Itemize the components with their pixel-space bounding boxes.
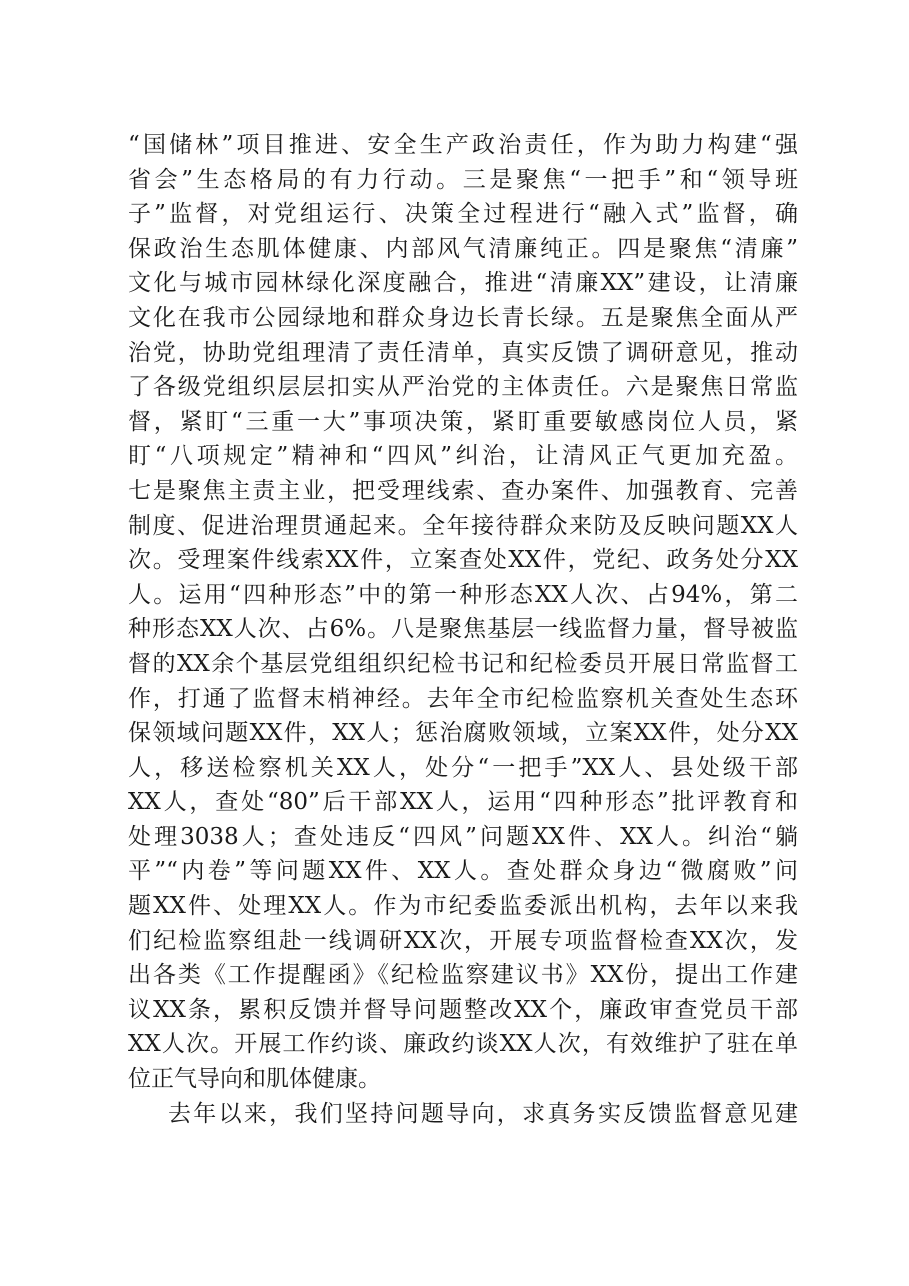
text-line: “国储林”项目推进、安全生产政治责任，作为助力构建“强 bbox=[128, 132, 798, 158]
text-line: 议XX条，累积反馈并督导问题整改XX个，廉政审查党员干部 bbox=[128, 996, 798, 1023]
text-line: 题XX件、处理XX人。作为市纪委监委派出机构，去年以来我 bbox=[128, 893, 798, 920]
text-line: 平”“内卷”等问题XX件、XX人。查处群众身边“微腐败”问 bbox=[128, 858, 798, 885]
paragraph-start-line: 去年以来，我们坚持问题导向，求真务实反馈监督意见建 bbox=[168, 1100, 798, 1127]
text-line: 制度、促进治理贯通起来。全年接待群众来防及反映问题XX人 bbox=[128, 512, 798, 539]
text-line: 盯“八项规定”精神和“四风”纠治，让清风正气更加充盈。 bbox=[128, 443, 798, 470]
text-line: 种形态XX人次、占6%。八是聚焦基层一线监督力量，督导被监 bbox=[128, 616, 798, 643]
text-line: 七是聚焦主责主业，把受理线索、查办案件、加强教育、完善 bbox=[128, 477, 798, 504]
text-line: 督的XX余个基层党组组织纪检书记和纪检委员开展日常监督工 bbox=[128, 650, 798, 677]
text-line: XX人，查处“80”后干部XX人，运用“四种形态”批评教育和 bbox=[128, 789, 798, 816]
text-line: 次。受理案件线索XX件，立案查处XX件，党纪、政务处分XX bbox=[128, 547, 798, 574]
text-line: 们纪检监察组赴一线调研XX次，开展专项监督检查XX次，发 bbox=[128, 927, 798, 954]
body-text bbox=[128, 128, 798, 1131]
text-line: 了各级党组织层层扣实从严治党的主体责任。六是聚焦日常监 bbox=[128, 374, 798, 401]
text-line: 省会”生态格局的有力行动。三是聚焦“一把手”和“领导班 bbox=[128, 166, 798, 193]
text-line: 文化在我市公园绿地和群众身边长青长绿。五是聚焦全面从严 bbox=[128, 304, 798, 331]
text-line: 人。运用“四种形态”中的第一种形态XX人次、占94%，第二 bbox=[128, 581, 798, 608]
text-line: 保领域问题XX件，XX人；惩治腐败领域，立案XX件，处分XX bbox=[128, 720, 798, 747]
text-line: XX人次。开展工作约谈、廉政约谈XX人次，有效维护了驻在单 bbox=[128, 1031, 798, 1058]
text-line: 处理3038人；查处违反“四风”问题XX件、XX人。纠治“躺 bbox=[128, 823, 798, 850]
paragraph-end-line: 位正气导向和肌体健康。 bbox=[128, 1066, 381, 1093]
text-line: 出各类《工作提醒函》《纪检监察建议书》XX份，提出工作建 bbox=[128, 962, 798, 989]
text-line: 保政治生态肌体健康、内部风气清廉纯正。四是聚焦“清廉” bbox=[128, 235, 798, 262]
text-line: 文化与城市园林绿化深度融合，推进“清廉XX”建设，让清廉 bbox=[128, 270, 798, 297]
text-line: 人，移送检察机关XX人，处分“一把手”XX人、县处级干部 bbox=[128, 754, 798, 781]
text-line: 子”监督，对党组运行、决策全过程进行“融入式”监督，确 bbox=[128, 201, 798, 228]
text-line: 督，紧盯“三重一大”事项决策，紧盯重要敏感岗位人员，紧 bbox=[128, 408, 798, 435]
text-line: 作，打通了监督末梢神经。去年全市纪检监察机关查处生态环 bbox=[128, 685, 798, 712]
text-line: 治党，协助党组理清了责任清单，真实反馈了调研意见，推动 bbox=[128, 339, 798, 366]
